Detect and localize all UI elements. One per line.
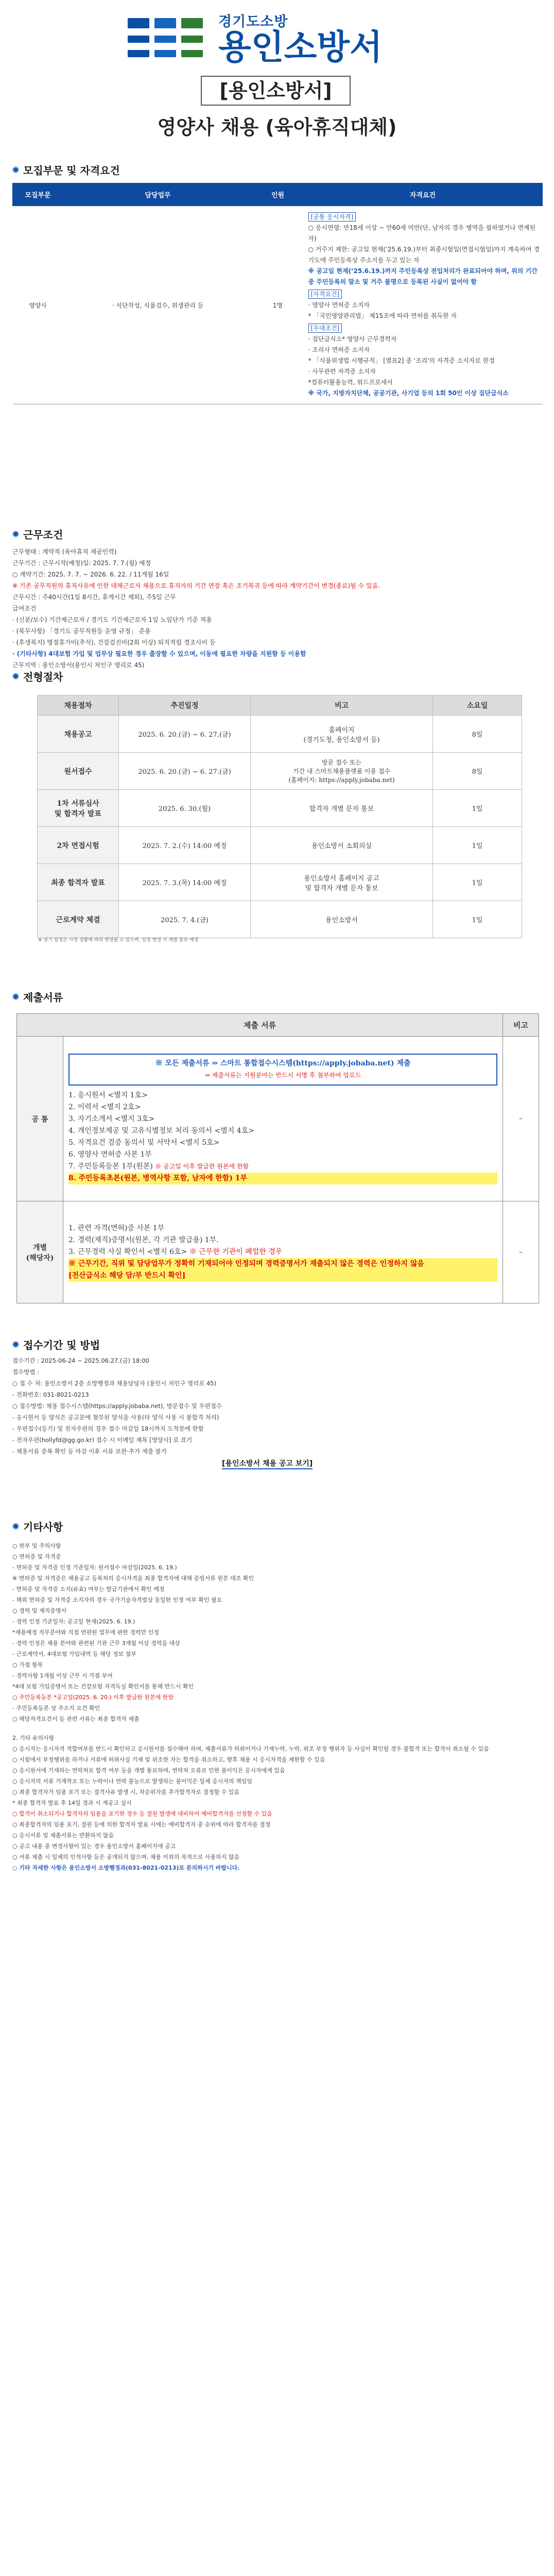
recruit-table — [12, 183, 543, 404]
receipt-line: - 전화번호: 031-8021-0213 — [12, 1391, 89, 1398]
qual-common-heading: [공통 응시자격] — [308, 212, 356, 222]
individual-label: 개별 (해당자) — [17, 1201, 63, 1303]
receipt-line: 접수방법 : — [12, 1368, 39, 1376]
receipt-line: - 전자우편(hollyfd@gg.go.kr) 접수 시 이메일 제목 [영양사] 로 표기 — [12, 1436, 193, 1444]
qual-pref-note: ※ 국가, 지방자치단체, 공공기관, 사기업 등의 1회 50인 이상 집단급식소 — [308, 389, 509, 397]
process-table — [37, 695, 522, 938]
bullet-icon — [12, 1523, 19, 1530]
cond-line: 근무시간 : 주40시간(1일 8시간, 휴게시간 제외), 주5일 근무 — [12, 594, 176, 601]
org-box: [용인소방서] — [201, 76, 351, 106]
process-note: ※ 상기 일정은 사정 상황에 따라 변경될 수 있으며, 일정 변경 시 개별 통보 예정 — [38, 938, 199, 943]
table-row: 2차 면접시험 2025. 7. 2.(수) 14:00 예정 용인소방서 소회의실 1일 — [38, 827, 522, 864]
page-title: 영양사 채용 (육아휴직대체) — [157, 116, 397, 139]
th-schedule: 추진일정 — [119, 696, 251, 716]
cond-line-warning: ※ 기존 공무직원의 휴직사유에 인한 대체근로자 채용으로 휴직자의 기간 연장 혹은 조기복귀 등에 따라 계약기간이 변경(종료)될 수 있음. — [12, 582, 380, 589]
section-title-documents: 제출서류 — [12, 989, 63, 1004]
bullet-icon — [12, 673, 19, 680]
cond-line: ○ 계약기간: 2025. 7. 7. ~ 2026. 6. 22. / 11개월 16일 — [12, 571, 169, 578]
doc-item: 7. 주민등록등본 1부(원본) — [68, 1162, 153, 1171]
qual-residence-note: ※ 공고일 현재(’25.6.19.)까지 주민등록상 전입처리가 완료되어야 하며, 위의 기간 중 주민등록의 말소 및 거주 불명으로 등록된 사실이 없어야 함 — [308, 267, 538, 285]
qual-req-heading: [자격요건] — [308, 290, 342, 299]
th-step: 채용절차 — [38, 696, 119, 716]
bullet-icon — [12, 166, 19, 173]
cond-line: · (복무사항) 「경기도 공무직원등 운영 규정」 준용 — [12, 628, 151, 635]
qual-license-note: * 「국민영양관리법」 제15조에 따라 면허를 취득한 자 — [308, 312, 457, 319]
submit-notice: ※ 모든 제출서류 ⇒ 스마트 통합접수시스템(https://apply.jobaba.net) 제출 — [155, 1059, 411, 1067]
doc-item: 6. 영양사 면허증 사본 1부 — [68, 1150, 152, 1159]
cond-line: 근무지역 : 용인소방서(용인시 처인구 영리로 45) — [12, 662, 145, 669]
qual-pref-heading: [우대조건] — [308, 324, 342, 333]
cond-line: · (신분/보수) 기간제근로자 / 경기도 기간제근로자 1일 노임단가 기준 적용 — [12, 616, 212, 623]
table-row: 원서접수 2025. 6. 20.(금) ~ 6. 27.(금) 방문 접수 또는 기간 내 스마트채용플랫폼 이용 접수 (홈페이지: https://apply.jobaba.net) 8일 — [38, 753, 522, 790]
doc-item: 8. 주민등록초본(원본, 병역사항 포함, 남자에 한함) 1부 — [68, 1173, 497, 1184]
common-docs — [63, 1037, 503, 1201]
fire-department-logo — [128, 10, 383, 67]
table-row: 개별 (해당자) 1. 관련 자격(면허)증 사본 1부 2. 경력(재직)증명서(원본, 각 기관 발급용) 1부. 3. 근무경력 사실 확인서 <별지 6호> ※ 근무한 기관이 폐업한 경우 ※ 근무기간, 직위 및 담당업무가 정확히 기재되어야 인정되며 경력증명서가 재출되지 않은 경력은 인정하지 않음 [전산급식소 해당 담/부 반드시 확인] – — [17, 1201, 539, 1303]
bullet-icon — [12, 531, 19, 537]
doc-item: 3. 자기소개서 <별지 3호> — [68, 1114, 155, 1123]
cell-duty: · 식단작성, 식품검수, 위생관리 등 — [63, 206, 253, 404]
th-days: 소요일 — [433, 696, 522, 716]
view-notice-link[interactable]: [용인소방서 채용 공고 보기] — [222, 1458, 313, 1469]
doc-item: 3. 근무경력 사실 확인서 <별지 6호> — [68, 1248, 187, 1256]
doc-item: 1. 관련 자격(면허)증 사본 1부 — [68, 1224, 165, 1232]
bullet-icon — [12, 993, 19, 1000]
doc-item: 1. 응시원서 <별지 1호> — [68, 1091, 148, 1099]
doc-item-note: ※ 공고일 이후 발급한 원본에 한함 — [155, 1162, 249, 1170]
cond-line: 근무형태 : 계약직 (육아휴직 재공인력) — [12, 548, 117, 555]
table-row: 채용공고 2025. 6. 20.(금) ~ 6. 27.(금) 홈페이지 (경기도청, 용인소방서 등) 8일 — [38, 716, 522, 753]
qual-pref-5: *컴퓨터활용능력, 워드프로세서 — [308, 379, 393, 386]
common-label: 공 통 — [17, 1037, 63, 1201]
doc-item: 2. 경력(재직)증명서(원본, 각 기관 발급용) 1부. — [68, 1236, 219, 1244]
individual-docs — [63, 1201, 503, 1303]
cond-line: 근무기간 : 근무시작(예정)일: 2025. 7. 7.(월) 예정 — [12, 560, 151, 567]
etc-list: ○ 한부 및 주의사항 ○ 면허증 및 자격증 - 면허증 및 자격증 인정 기준일자: 원서접수 마감일(2025. 6. 19.) ※ 면허증 및 자격증은 채용공고 등록처의 응시자격을 최종 합격자에 대해 증빙서류 원본 대조 확인 - 면허증 및 자격증 소지(유효) 여부는 발급기관에서 확인 예정 - 해외 면허증 및 자격증 소지자의 경우 국가기술자격법상 동일한 인정 여부 확인 필요 ○ 경력 및 재직증명서 - 경력 인정 기준일자: 공고일 현재(2025. 6. 19.) *채용예정 직무분야와 직접 연관된 업무에 관한 경력만 인정 - 경력 인정은 채용 분야와 관련된 기관 근무 3개월 이상 경력을 대상 - 근로계약서, 4대보험 가입내역 등 해당 정보 첨부 ○ 가점 항목 - 경력사항 1개월 이상 근무 시 가점 부여 *4대 보험 가입증명서 또는 건강보험 자격득실 확인서를 통해 반드시 확인 ○ 주민등록등본 *공고일(2025. 6. 20.) 이후 발급한 원본에 한함 - 주민등록등본 상 주소지 요건 확인 ○ 해당자격요건서 등 관련 서류는 최종 합격자 제출 2. 기타 유의사항 ○ 응시자는 응시자격 적합여부를 반드시 확인하고 응시원서를 접수해야 하며, 제출서류가 허위이거나 기재누락, 누락, 위조 부정 행위자 등 사실이 확인될 경우 불합격 또는 합격이 취소될 수 있음 ○ 시험에서 부정행위를 하거나 서류에 허위사실 기재 및 위조한 자는 합격을 취소하고, 향후 채용 시 응시자격을 제한할 수 있음 ○ 응시원서에 기재하는 연락처로 합격 여부 등을 개별 통보하며, 연락처 오류로 인한 불이익은 응시자에게 있음 ○ 응시자의 서류 기재착오 또는 누락이나 연락 불능으로 발생하는 불이익은 일체 응시자의 책임임 ○ 최종 합격자가 임용 포기 또는 결격사유 발생 시, 차순위자를 추가합격자로 결정할 수 있음 * 최종 합격자 발표 후 14일 경과 시 재공고 실시 ○ 합격이 취소되거나 합격자의 임용을 포기한 경우 등 결원 발생에 대비하여 예비합격자를 선정할 수 있음 ○ 최종합격자의 임용 포기, 결원 등에 의한 합격자 발표 시에는 예비합격자 중 순위에 따라 합격자를 결정 ○ 응시서류 및 제출서류는 반환하지 않음 ○ 공고 내용 중 변경사항이 있는 경우 용인소방서 홈페이지에 공고 ○ 서류 제출 시 일체의 인적사항 등은 공개되지 않으며, 채용 이외의 목적으로 사용하지 않음 ○ 기타 자세한 사항은 용인소방서 소방행정과(031-8021-0213)로 문의하시기 바랍니다. — [12, 1543, 489, 1871]
receipt-line: - 채용서류 중복 확인 등 마감 이후 서류 보완·추가 제출 불가 — [12, 1448, 167, 1455]
receipt-info — [12, 1355, 538, 1457]
cell-qual — [303, 206, 543, 404]
qual-license: · 영양사 면허증 소지자 — [308, 301, 370, 309]
table-row: 최종 합격자 발표 2025. 7. 3.(목) 14:00 예정 용인소방서 홈페이지 공고 및 합격자 개별 문자 통보 1일 — [38, 864, 522, 901]
section-title-conditions: 근무조건 — [12, 527, 63, 541]
qual-pref-1: · 집단급식소* 영양사 근무경력자 — [308, 335, 397, 343]
receipt-line: 접수기간 : 2025-06-24 ~ 2025.06.27.(금) 18:00 — [12, 1357, 149, 1364]
receipt-line: - 응시원서 등 양식은 공고문에 첨부된 양식을 사용(타 양식 사용 시 불합격 처리) — [12, 1414, 219, 1421]
th-qual: 자격요건 — [303, 183, 543, 206]
doc-note-highlight: ※ 근무기간, 직위 및 담당업무가 정확히 기재되어야 인정되며 경력증명서가 재출되지 않은 경력은 인정하지 않음 — [68, 1258, 497, 1270]
qual-age: ○ 응시연령: 만18세 이상 ~ 만60세 미만(단, 남자의 경우 병역을 필하였거나 면제된 자) — [308, 224, 536, 242]
org-name: 용인소방서 — [218, 27, 383, 67]
doc-note: ※ 근무한 기관이 폐업한 경우 — [189, 1248, 283, 1256]
th-dept: 모집부문 — [13, 183, 63, 206]
qual-pref-2: · 조리사 면허증 소지자 — [308, 346, 370, 353]
table-row: 근로계약 체결 2025. 7. 4.(금) 용인소방서 1일 — [38, 901, 522, 938]
bullet-icon — [12, 1341, 19, 1348]
table-row: 1차 서류심사 및 합격자 발표 2025. 6. 30.(월) 합격자 개별 문자 통보 1일 — [38, 790, 522, 827]
documents-table — [16, 1013, 539, 1303]
section-title-etc: 기타사항 — [12, 1519, 63, 1534]
th-duty: 담당업무 — [63, 183, 253, 206]
submit-notice-2: ⇒ 제출서류는 지원분야는 반드시 서명 후 첨부하여 업로드 — [204, 1071, 361, 1079]
cond-line-highlight: · (기타사항) 4대보험 가입 및 업무상 필요한 경우 출장할 수 있으며, 이동에 필요한 차량을 지원함 등 이용함 — [12, 650, 306, 657]
th-note: 비고 — [251, 696, 433, 716]
cond-line: · (후생복지) 명절휴가비(추석), 건강검진비(2회 이상) 퇴직적립 경조사비 등 — [12, 639, 216, 646]
th-count: 인원 — [253, 183, 303, 206]
qual-residence: ○ 거주지 제한: 공고일 현재(’25.6.19.)부터 최종시험일(면접시험일)까지 계속하여 경기도에 주민등록상 주소지를 두고 있는 자 — [308, 246, 540, 264]
section-title-recruit: 모집부문 및 자격요건 — [12, 162, 120, 177]
conditions-list — [12, 546, 538, 671]
th-docs: 제출 서류 — [17, 1014, 503, 1037]
logo-emblem-icon — [128, 14, 205, 61]
receipt-line: ○ 접 수 처: 용인소방서 2층 소방행정과 채용담당자 (용인시 처인구 영리로 45) — [12, 1380, 217, 1387]
cell-dept: 영양사 — [13, 206, 63, 404]
doc-item: 2. 이력서 <별지 2호> — [68, 1103, 141, 1111]
cell-count: 1명 — [253, 206, 303, 404]
qual-pref-3: * 「식품위생법 시행규칙」 [별표2] 중 '조리'의 자격증 소지자로 한정 — [308, 357, 495, 364]
receipt-line: ○ 접수방법: 채용 접수시스템(https://apply.jobaba.net), 방문접수 및 우편접수 — [12, 1402, 222, 1410]
doc-item: 5. 자격요건 검증 동의서 및 서약서 <별지 5호> — [68, 1138, 220, 1147]
org-small-name: 경기도소방 — [218, 14, 288, 30]
section-title-receipt: 접수기간 및 방법 — [12, 1337, 100, 1352]
th-remark: 비고 — [503, 1014, 539, 1037]
qual-pref-4: · 사무관련 자격증 소지자 — [308, 368, 376, 375]
cond-line: 급여조건 — [12, 605, 37, 612]
table-row: 공 통 ※ 모든 제출서류 ⇒ 스마트 통합접수시스템(https://apply.jobaba.net) 제출 ⇒ 제출서류는 지원분야는 반드시 서명 후 첨부하여 업로드 1. 응시원서 <별지 1호> 2. 이력서 <별지 2호> 3. 자기소개서 <별지 3호> 4. 개인정보제공 및 고유식별정보 처리 동의서 <별지 4호> 5. 자격요건 검증 동의서 및 서약서 <별지 5호> 6. 영양사 면허증 사본 1부 7. 주민등록등본 1부(원본) ※ 공고일 이후 발급한 원본에 한함 8. 주민등록초본(원본, 병역사항 포함, 남자에 한함) 1부 – — [17, 1037, 539, 1201]
table-row — [13, 206, 543, 404]
doc-item: 4. 개인정보제공 및 고유식별정보 처리 동의서 <별지 4호> — [68, 1126, 254, 1135]
doc-note-highlight: [전산급식소 해당 담/부 반드시 확인] — [68, 1270, 497, 1282]
receipt-line: - 우편접수(등기) 및 전자우편의 경우 접수 마감일 18시까지 도착분에 한함 — [12, 1425, 204, 1432]
section-title-process: 전형절차 — [12, 669, 63, 684]
